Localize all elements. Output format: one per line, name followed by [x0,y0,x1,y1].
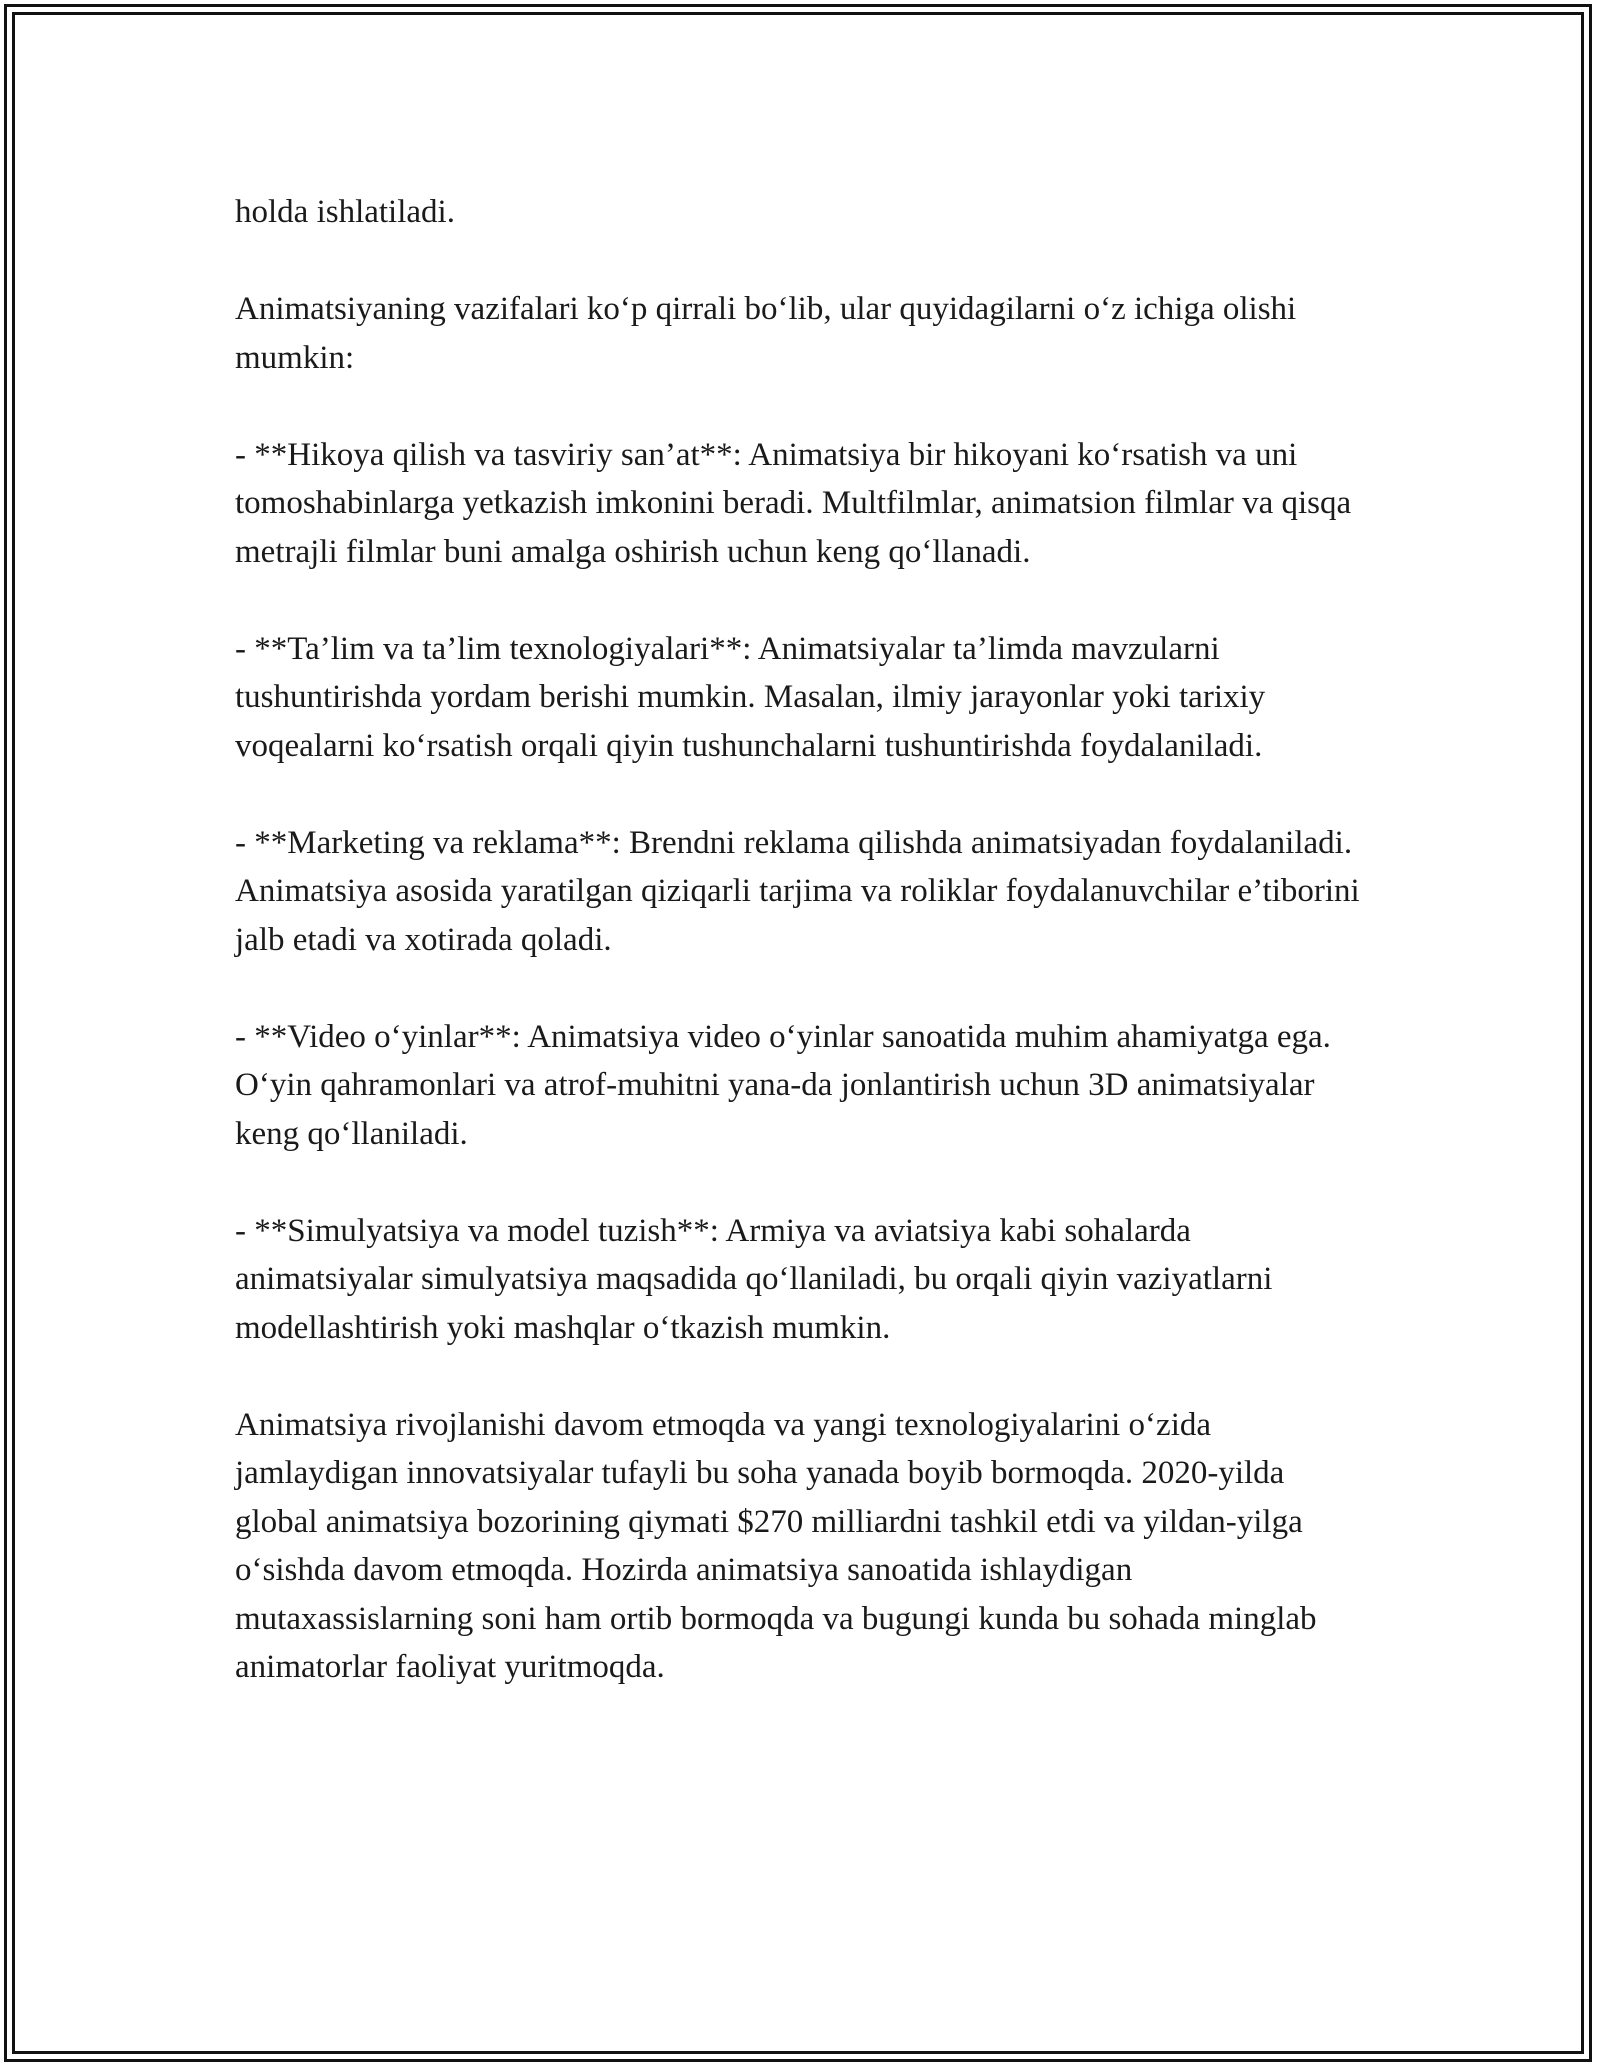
list-item-storytelling: - **Hikoya qilish va tasviriy san’at**: Animatsiya bir hikoyani ko‘rsatish va uni tomoshabinlarga yetkazish imkonini beradi. Multfilmlar, animatsion filmlar va qisqa metrajli filmlar buni amalga oshirish uchun keng qo‘llanadi. [235,436,1352,570]
paragraph-intro: Animatsiyaning vazifalari ko‘p qirrali bo‘lib, ular quyidagilarni o‘z ichiga olishi mumkin: [235,291,1297,376]
list-item-video-games: - **Video o‘yinlar**: Animatsiya video o‘yinlar sanoatida muhim ahamiyatga ega. O‘yin qahramonlari va atrof-muhitni yana-da jonlantirish uchun 3D animatsiyalar keng qo‘llaniladi. [235,1018,1331,1152]
paragraph-continuation: holda ishlatiladi. [235,194,455,230]
list-item-simulation: - **Simulyatsiya va model tuzish**: Armiya va aviatsiya kabi sohalarda animatsiyalar simulyatsiya maqsadida qo‘llaniladi, bu orqali qiyin vaziyatlarni modellashtirish yoki mashqlar o‘tkazish mumkin. [235,1212,1273,1346]
list-item-education: - **Ta’lim va ta’lim texnologiyalari**: Animatsiyalar ta’limda mavzularni tushuntirishda yordam berishi mumkin. Masalan, ilmiy jarayonlar yoki tarixiy voqealarni ko‘rsatish orqali qiyin tushunchalarni tushuntirishda foydalaniladi. [235,630,1266,764]
paragraph-conclusion: Animatsiya rivojlanishi davom etmoqda va yangi texnologiyalarini o‘zida jamlaydigan innovatsiyalar tufayli bu soha yanada boyib bormoqda. 2020-yilda global animatsiya bozorining qiymati $270 milliardni tashkil etdi va yildan-yilga o‘sishda davom etmoqda. Hozirda animatsiya sanoatida ishlaydigan mutaxassislarning soni ham ortib bormoqda va bugungi kunda bu sohada minglab animatorlar faoliyat yuritmoqda. [235,1406,1317,1685]
list-item-marketing: - **Marketing va reklama**: Brendni reklama qilishda animatsiyadan foydalaniladi. Animatsiya asosida yaratilgan qiziqarli tarjima va roliklar foydalanuvchilar e’tiborini jalb etadi va xotirada qoladi. [235,824,1360,958]
document-body [235,188,1375,1740]
